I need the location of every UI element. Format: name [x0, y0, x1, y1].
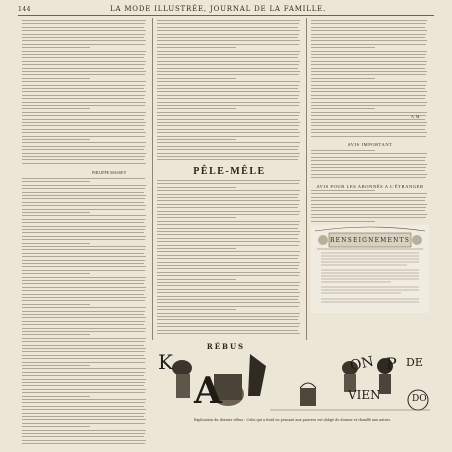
text-line [157, 27, 298, 28]
text-line [22, 71, 146, 72]
text-line [22, 178, 145, 179]
text-line [311, 122, 427, 123]
text-line [22, 283, 144, 284]
text-line [22, 402, 145, 403]
text-line [22, 85, 145, 86]
text-line [157, 44, 299, 45]
text-line [22, 426, 90, 427]
text-line [157, 251, 300, 252]
text-line [311, 193, 427, 194]
text-line [22, 129, 144, 130]
text-line [157, 197, 298, 198]
text-line [157, 183, 299, 184]
text-line [157, 292, 300, 293]
text-line [311, 115, 426, 116]
text-line [22, 311, 145, 312]
text-line [311, 98, 425, 99]
text-line [157, 64, 299, 65]
text-line [157, 234, 299, 235]
text-line [22, 351, 145, 352]
text-line [22, 229, 145, 230]
text-line [22, 304, 90, 305]
text-line [22, 68, 144, 69]
text-line [157, 279, 236, 280]
text-line [22, 37, 144, 38]
text-line [311, 54, 426, 55]
renseignements-title: RENSEIGNEMENTS [329, 237, 411, 244]
text-line [311, 190, 375, 191]
text-line [22, 368, 146, 369]
text-line [22, 149, 144, 150]
text-line [311, 136, 426, 137]
text-line [22, 256, 146, 257]
text-line [157, 309, 236, 310]
text-line [22, 202, 144, 203]
text-line [157, 47, 236, 48]
text-line [157, 34, 299, 35]
text-line [157, 245, 299, 246]
text-line [311, 78, 375, 79]
text-line [311, 91, 427, 92]
text-line [157, 200, 300, 201]
text-line [311, 200, 425, 201]
text-line [157, 302, 300, 303]
text-line [157, 142, 300, 143]
text-line [22, 74, 145, 75]
text-line [311, 129, 425, 130]
text-line [22, 277, 146, 278]
text-line [22, 139, 90, 140]
text-line [311, 174, 427, 175]
text-line [157, 211, 300, 212]
text-line [311, 81, 427, 82]
text-line [22, 443, 145, 444]
rebus-letter: DO [412, 394, 427, 404]
text-line [157, 105, 299, 106]
rebus-letter: K [158, 350, 173, 374]
text-line [22, 413, 145, 414]
text-line [157, 316, 299, 317]
text-line [22, 30, 146, 31]
text-line [22, 239, 145, 240]
text-line [22, 81, 146, 82]
text-line [22, 341, 145, 342]
text-line [22, 419, 146, 420]
text-line [22, 98, 144, 99]
text-column-2 [157, 18, 302, 338]
text-line [22, 300, 145, 301]
text-line [311, 27, 425, 28]
text-line [22, 236, 146, 237]
text-line [157, 102, 300, 103]
text-line [311, 108, 375, 109]
text-line [22, 416, 144, 417]
text-line [22, 389, 146, 390]
text-line [22, 328, 146, 329]
text-line [157, 68, 298, 69]
text-line [157, 139, 236, 140]
text-line [22, 232, 144, 233]
text-line [157, 71, 300, 72]
text-line [311, 210, 425, 211]
text-line [311, 157, 426, 158]
text-line [22, 153, 146, 154]
text-line [157, 153, 300, 154]
text-line [22, 334, 90, 335]
text-line [157, 221, 300, 222]
text-line [311, 68, 425, 69]
text-line [22, 307, 146, 308]
text-line [157, 190, 300, 191]
rebus-title: RÉBUS [206, 342, 246, 351]
text-line [22, 54, 145, 55]
text-line [22, 61, 146, 62]
text-line [311, 40, 427, 41]
text-line [157, 78, 236, 79]
text-line [157, 272, 300, 273]
text-line [157, 187, 236, 188]
text-line [157, 214, 299, 215]
column-separator [306, 18, 307, 340]
text-line [157, 333, 300, 334]
text-line [311, 132, 427, 133]
text-line [22, 195, 146, 196]
text-line [157, 81, 300, 82]
text-line [22, 215, 146, 216]
text-line [311, 95, 426, 96]
text-line [157, 149, 298, 150]
text-line [22, 379, 146, 380]
text-line [311, 204, 427, 205]
page-number: 144 [18, 6, 31, 13]
text-line [22, 119, 144, 120]
text-line [22, 406, 144, 407]
text-line [157, 285, 299, 286]
text-line [22, 355, 144, 356]
text-line [157, 98, 298, 99]
text-line [22, 317, 146, 318]
text-line [157, 299, 298, 300]
text-line [22, 125, 145, 126]
text-line [311, 167, 426, 168]
text-line [22, 297, 146, 298]
header-rule [18, 15, 434, 16]
text-line [22, 243, 90, 244]
text-line [157, 326, 299, 327]
text-line [22, 57, 144, 58]
text-line [22, 105, 145, 106]
text-line [22, 44, 145, 45]
text-line [157, 262, 300, 263]
text-line [22, 156, 145, 157]
text-line [22, 102, 146, 103]
text-line [157, 74, 299, 75]
text-line [22, 372, 145, 373]
text-line [157, 146, 299, 147]
text-line [157, 159, 298, 160]
text-line [157, 238, 298, 239]
signature: PHILIPPE MASSEY [92, 170, 127, 175]
text-line [311, 153, 427, 154]
text-line [22, 51, 146, 52]
text-line [22, 47, 90, 48]
text-line [311, 221, 375, 222]
text-line [311, 150, 375, 151]
section-title-avis-abonnes: AVIS POUR LES ABONNÉS A L'ÉTRANGER [316, 184, 424, 189]
text-line [22, 362, 145, 363]
rebus-letter: A [194, 370, 222, 412]
text-line [157, 204, 299, 205]
text-line [22, 163, 146, 164]
text-line [22, 23, 145, 24]
text-line [22, 430, 146, 431]
text-line [22, 246, 146, 247]
rebus-caption: Explication du dernier rébus : Celui qui a froid en pensant aux pauvres est obligé de donner et chauffé aux autres. [193, 418, 392, 422]
text-line [22, 181, 90, 182]
text-line [22, 348, 146, 349]
text-line [311, 64, 426, 65]
text-line [22, 423, 145, 424]
text-line [157, 23, 299, 24]
text-line [157, 306, 299, 307]
text-line [22, 375, 144, 376]
text-line [22, 399, 146, 400]
text-line [157, 88, 298, 89]
text-line [157, 30, 300, 31]
text-line [22, 219, 145, 220]
text-line [311, 57, 425, 58]
text-line [157, 95, 299, 96]
text-line [22, 142, 146, 143]
text-line [311, 214, 427, 215]
text-line [311, 112, 427, 113]
section-title-pele-mele: PÊLE-MÊLE [193, 166, 266, 177]
text-line [311, 88, 425, 89]
text-line [22, 273, 90, 274]
text-line [22, 270, 145, 271]
text-line [311, 105, 426, 106]
text-line [311, 119, 425, 120]
page-header [18, 5, 434, 15]
text-line [157, 108, 236, 109]
text-line [157, 40, 300, 41]
text-line [22, 436, 144, 437]
text-line [22, 345, 144, 346]
text-line [311, 74, 426, 75]
rebus-letter: VIEN [348, 388, 381, 402]
text-line [22, 358, 146, 359]
text-line [22, 34, 145, 35]
text-line [22, 382, 145, 383]
text-line [22, 321, 145, 322]
text-line [22, 146, 145, 147]
text-line [157, 129, 298, 130]
text-line [157, 323, 300, 324]
text-line [157, 91, 300, 92]
text-line [311, 102, 427, 103]
text-line [157, 115, 299, 116]
text-line [157, 54, 299, 55]
text-line [157, 112, 300, 113]
signature: A. M. [411, 114, 421, 119]
text-line [157, 241, 300, 242]
text-line [22, 212, 90, 213]
text-line [157, 231, 300, 232]
section-title-avis-important: AVIS IMPORTANT [347, 142, 393, 147]
text-line [22, 88, 144, 89]
rebus-letter: DE [406, 356, 423, 369]
text-line [22, 132, 146, 133]
text-line [311, 85, 426, 86]
text-line [22, 324, 144, 325]
text-line [311, 51, 427, 52]
text-line [22, 185, 146, 186]
text-line [157, 156, 299, 157]
text-line [157, 217, 236, 218]
text-line [22, 287, 146, 288]
text-line [157, 296, 299, 297]
text-line [22, 78, 90, 79]
text-line [157, 51, 300, 52]
text-line [22, 136, 145, 137]
text-line [22, 40, 146, 41]
text-line [22, 226, 146, 227]
text-line [157, 132, 300, 133]
column-separator [152, 18, 153, 340]
text-line [311, 177, 426, 178]
text-line [311, 164, 427, 165]
text-line [157, 313, 300, 314]
text-line [22, 209, 145, 210]
text-line [157, 319, 298, 320]
text-line [22, 205, 146, 206]
text-line [22, 27, 144, 28]
journal-title: LA MODE ILLUSTRÉE, JOURNAL DE LA FAMILLE. [110, 5, 327, 13]
text-line [311, 125, 426, 126]
text-line [22, 159, 144, 160]
text-line [157, 20, 300, 21]
text-line [22, 294, 144, 295]
text-line [22, 64, 145, 65]
text-line [22, 188, 145, 189]
text-line [311, 30, 427, 31]
text-line [157, 258, 298, 259]
text-line [22, 409, 146, 410]
text-line [22, 396, 90, 397]
text-line [311, 34, 426, 35]
text-line [22, 433, 145, 434]
text-line [22, 338, 146, 339]
text-line [311, 71, 427, 72]
text-line [311, 23, 426, 24]
text-line [22, 290, 145, 291]
text-line [157, 275, 299, 276]
text-line [22, 222, 144, 223]
text-line [157, 57, 298, 58]
text-line [311, 160, 425, 161]
rebus-letter: P [386, 354, 397, 373]
text-line [157, 85, 299, 86]
text-line [22, 260, 145, 261]
text-line [311, 44, 426, 45]
text-line [22, 20, 146, 21]
text-line [157, 136, 299, 137]
text-line [311, 37, 425, 38]
text-line [157, 224, 299, 225]
text-line [311, 170, 425, 171]
text-line [157, 228, 298, 229]
text-line [157, 194, 299, 195]
text-line [22, 192, 144, 193]
text-line [22, 115, 145, 116]
text-line [157, 125, 299, 126]
text-line [22, 385, 144, 386]
text-column-1 [22, 18, 148, 448]
text-line [22, 95, 145, 96]
text-line [22, 392, 145, 393]
text-line [311, 61, 427, 62]
text-line [22, 263, 144, 264]
text-line [22, 314, 144, 315]
text-line [157, 330, 298, 331]
text-line [157, 180, 300, 181]
rebus-illustration [150, 348, 435, 418]
text-line [22, 108, 90, 109]
text-line [311, 207, 426, 208]
text-line [22, 440, 146, 441]
text-line [22, 280, 145, 281]
text-line [157, 289, 298, 290]
text-line [22, 331, 145, 332]
text-line [157, 282, 300, 283]
text-line [22, 253, 144, 254]
text-line [311, 20, 427, 21]
text-line [157, 122, 300, 123]
text-line [157, 265, 299, 266]
text-line [311, 47, 375, 48]
text-line [157, 207, 298, 208]
text-line [157, 248, 236, 249]
text-line [311, 197, 426, 198]
text-line [157, 255, 299, 256]
text-line [157, 119, 298, 120]
rebus-letter: ON [348, 353, 376, 375]
text-line [157, 268, 298, 269]
text-line [22, 266, 146, 267]
text-line [22, 112, 146, 113]
text-line [22, 249, 145, 250]
text-line [22, 365, 90, 366]
text-line [311, 217, 426, 218]
text-line [22, 198, 145, 199]
renseignements-box [311, 225, 429, 313]
text-line [157, 37, 298, 38]
text-line [157, 61, 300, 62]
text-line [22, 122, 146, 123]
text-line [22, 91, 146, 92]
